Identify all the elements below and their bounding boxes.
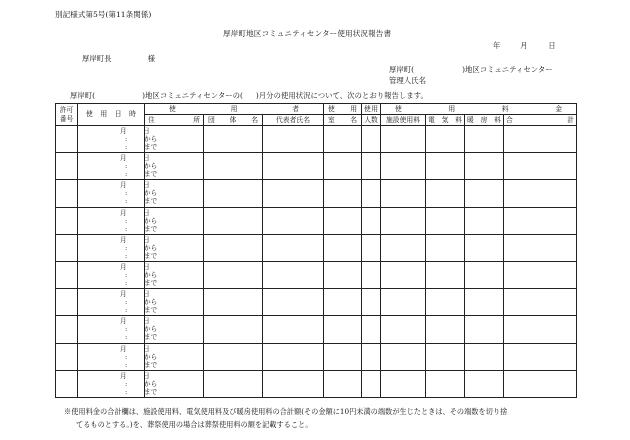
form-number: 別記様式第5号(第11条関係)	[55, 10, 152, 19]
people-cell[interactable]	[362, 289, 381, 316]
footnote	[64, 405, 579, 431]
facility-fee-cell[interactable]	[381, 316, 426, 343]
usage-datetime-header: 使 用 日 時	[78, 104, 145, 126]
representative-cell[interactable]	[263, 126, 324, 153]
people-cell[interactable]	[362, 316, 381, 343]
from-label: から	[144, 135, 158, 143]
usage-datetime-cell[interactable]	[78, 126, 158, 153]
total-fee-cell[interactable]	[504, 207, 577, 234]
total-fee-cell[interactable]	[504, 289, 577, 316]
representative-cell[interactable]	[263, 180, 324, 207]
representative-cell[interactable]	[263, 234, 324, 261]
permit-number-cell[interactable]	[56, 289, 78, 316]
permit-number-cell[interactable]	[56, 370, 78, 397]
month-label: 月	[120, 154, 127, 163]
total-fee-header: 合 計	[504, 115, 577, 126]
permit-number-cell[interactable]	[56, 153, 78, 180]
electricity-fee-cell[interactable]	[426, 126, 465, 153]
room-header-top: 使 用	[324, 104, 362, 115]
month-label: 月	[120, 371, 127, 380]
facility-fee-cell[interactable]	[381, 370, 426, 397]
fee-header: 使 用 料 金	[381, 104, 577, 115]
start-time-colon: :	[125, 243, 128, 252]
permit-number-cell[interactable]	[56, 316, 78, 343]
table-row	[56, 289, 577, 316]
total-fee-cell[interactable]	[504, 261, 577, 288]
table-row	[56, 234, 577, 261]
until-label: まで	[144, 360, 158, 369]
end-time-colon: :	[125, 143, 128, 151]
usage-datetime-cell[interactable]	[78, 207, 158, 234]
address-header: 住 所	[145, 115, 204, 126]
date-line	[493, 42, 556, 49]
month-label: 月	[120, 181, 127, 190]
people-header-top: 使 用	[362, 104, 381, 115]
day-label: 日	[143, 181, 150, 190]
month-label: 月	[120, 235, 127, 244]
usage-datetime-cell[interactable]	[78, 180, 158, 207]
heating-fee-cell[interactable]	[465, 207, 504, 234]
total-fee-cell[interactable]	[504, 234, 577, 261]
permit-number-cell[interactable]	[56, 126, 78, 153]
usage-datetime-cell[interactable]	[78, 343, 158, 370]
until-label: まで	[144, 170, 158, 179]
from-label: から	[144, 216, 158, 225]
day-label: 日	[143, 235, 150, 244]
heating-fee-cell[interactable]	[465, 289, 504, 316]
total-fee-cell[interactable]	[504, 370, 577, 397]
group-name-header: 団 体 名	[204, 115, 263, 126]
document-title: 厚岸町地区コミュニティセンター使用状況報告書	[223, 29, 392, 38]
addressee-name: 厚岸町長	[82, 54, 112, 63]
people-cell[interactable]	[362, 370, 381, 397]
day-label: 日	[143, 317, 150, 326]
end-time-colon: :	[125, 224, 128, 233]
room-cell[interactable]	[324, 126, 362, 153]
facility-fee-cell[interactable]	[381, 153, 426, 180]
room-cell[interactable]	[324, 153, 362, 180]
people-cell[interactable]	[362, 153, 381, 180]
start-time-colon: :	[125, 270, 128, 279]
room-cell[interactable]	[324, 261, 362, 288]
day-label: 日	[143, 344, 150, 353]
electricity-fee-cell[interactable]	[426, 261, 465, 288]
people-cell[interactable]	[362, 343, 381, 370]
until-label: まで	[144, 333, 158, 342]
day-label: 日	[143, 371, 150, 380]
end-time-colon: :	[125, 170, 128, 179]
heating-fee-cell[interactable]	[465, 316, 504, 343]
usage-datetime-cell[interactable]	[78, 370, 158, 397]
until-label: まで	[144, 251, 158, 260]
until-label: まで	[144, 224, 158, 233]
start-time-colon: :	[125, 189, 128, 198]
permit-number-cell[interactable]	[56, 234, 78, 261]
usage-datetime-cell[interactable]	[78, 234, 158, 261]
from-label: から	[144, 298, 158, 307]
heating-fee-cell[interactable]	[465, 234, 504, 261]
table-row	[56, 153, 577, 180]
start-time-colon: :	[125, 352, 128, 361]
room-header-bottom: 室 名	[324, 115, 362, 126]
representative-cell[interactable]	[263, 316, 324, 343]
facility-fee-cell[interactable]	[381, 207, 426, 234]
total-fee-cell[interactable]	[504, 180, 577, 207]
facility-fee-cell[interactable]	[381, 234, 426, 261]
from-label: から	[144, 243, 158, 252]
group-name-cell[interactable]	[204, 261, 263, 288]
people-cell[interactable]	[362, 207, 381, 234]
electricity-fee-cell[interactable]	[426, 343, 465, 370]
from-label: から	[144, 379, 158, 388]
representative-header: 代表者氏名	[263, 115, 324, 126]
group-name-cell[interactable]	[204, 316, 263, 343]
manager-name-line	[389, 77, 426, 84]
permit-number-cell[interactable]	[56, 180, 78, 207]
permit-number-cell[interactable]	[56, 207, 78, 234]
representative-cell[interactable]	[263, 370, 324, 397]
footnote-line-2: てるものとする。)を、葬祭使用の場合は葬祭使用料の額を記載すること。	[76, 420, 313, 429]
table-row	[56, 126, 577, 153]
electricity-fee-cell[interactable]	[426, 289, 465, 316]
usage-datetime-cell[interactable]	[78, 153, 158, 180]
usage-table-body	[56, 126, 577, 398]
people-cell[interactable]	[362, 234, 381, 261]
addressee	[82, 55, 155, 62]
people-cell[interactable]	[362, 261, 381, 288]
people-header-bottom: 人数	[362, 115, 381, 126]
usage-datetime-cell[interactable]	[78, 289, 158, 316]
until-label: まで	[144, 387, 158, 396]
end-time-colon: :	[125, 333, 128, 342]
people-cell[interactable]	[362, 126, 381, 153]
room-cell[interactable]	[324, 207, 362, 234]
electricity-fee-cell[interactable]	[426, 234, 465, 261]
month-label: 月	[120, 262, 127, 271]
room-cell[interactable]	[324, 180, 362, 207]
end-time-colon: :	[125, 278, 128, 287]
total-fee-cell[interactable]	[504, 316, 577, 343]
group-name-cell[interactable]	[204, 234, 263, 261]
total-fee-cell[interactable]	[504, 343, 577, 370]
month-label: 月	[120, 317, 127, 326]
end-time-colon: :	[125, 197, 128, 206]
until-label: まで	[144, 306, 158, 315]
from-label: から	[144, 352, 158, 361]
month-label: 月	[120, 344, 127, 353]
start-time-colon: :	[125, 298, 128, 307]
facility-fee-cell[interactable]	[381, 126, 426, 153]
day-label: 日	[548, 41, 556, 50]
month-label: 月	[120, 290, 127, 299]
reporter-center-suffix: )地区コミュニティセンター	[462, 65, 553, 74]
group-name-cell[interactable]	[204, 289, 263, 316]
from-label: から	[144, 189, 158, 198]
heating-fee-cell[interactable]	[465, 126, 504, 153]
day-label: 日	[143, 290, 150, 299]
until-label: まで	[144, 197, 158, 206]
month-label: 月	[120, 127, 127, 135]
month-label: 月	[120, 208, 127, 217]
end-time-colon: :	[125, 387, 128, 396]
reporter-town-prefix: 厚岸町(	[389, 65, 415, 74]
electricity-fee-header: 電 気 料	[426, 115, 465, 126]
group-name-cell[interactable]	[204, 126, 263, 153]
people-cell[interactable]	[362, 180, 381, 207]
room-cell[interactable]	[324, 289, 362, 316]
room-cell[interactable]	[324, 343, 362, 370]
group-name-cell[interactable]	[204, 180, 263, 207]
until-label: まで	[144, 278, 158, 287]
room-cell[interactable]	[324, 370, 362, 397]
intro-part1: 厚岸町(	[70, 91, 96, 100]
electricity-fee-cell[interactable]	[426, 316, 465, 343]
end-time-colon: :	[125, 251, 128, 260]
facility-fee-cell[interactable]	[381, 261, 426, 288]
usage-report-table	[55, 103, 577, 398]
until-label: まで	[144, 143, 158, 151]
end-time-colon: :	[125, 360, 128, 369]
group-name-cell[interactable]	[204, 207, 263, 234]
intro-part3: )月分の使用状況について、次のとおり報告します。	[255, 91, 428, 100]
representative-cell[interactable]	[263, 207, 324, 234]
electricity-fee-cell[interactable]	[426, 207, 465, 234]
electricity-fee-cell[interactable]	[426, 180, 465, 207]
heating-fee-cell[interactable]	[465, 180, 504, 207]
start-time-colon: :	[125, 216, 128, 225]
representative-cell[interactable]	[263, 289, 324, 316]
start-time-colon: :	[125, 379, 128, 388]
table-row	[56, 180, 577, 207]
total-fee-cell[interactable]	[504, 126, 577, 153]
from-label: から	[144, 270, 158, 279]
representative-cell[interactable]	[263, 261, 324, 288]
heating-fee-cell[interactable]	[465, 153, 504, 180]
room-cell[interactable]	[324, 316, 362, 343]
table-row	[56, 261, 577, 288]
intro-sentence	[70, 92, 428, 99]
year-label: 年	[493, 41, 501, 50]
start-time-colon: :	[125, 325, 128, 334]
usage-datetime-cell[interactable]	[78, 261, 158, 288]
heating-fee-cell[interactable]	[465, 370, 504, 397]
day-label: 日	[143, 127, 150, 135]
footnote-line-1: ※使用料金の合計欄は、施設使用料、電気使用料及び暖房使用料の合計額(その金額に10円未満の端数が生じたときは、その端数を切り捨	[64, 407, 508, 416]
heating-fee-header: 暖 房 料	[465, 115, 504, 126]
permit-number-cell[interactable]	[56, 343, 78, 370]
facility-fee-header: 施設使用料	[381, 115, 426, 126]
day-label: 日	[143, 154, 150, 163]
from-label: から	[144, 325, 158, 334]
room-cell[interactable]	[324, 234, 362, 261]
heating-fee-cell[interactable]	[465, 343, 504, 370]
total-fee-cell[interactable]	[504, 153, 577, 180]
group-name-cell[interactable]	[204, 370, 263, 397]
month-label: 月	[520, 41, 528, 50]
electricity-fee-cell[interactable]	[426, 370, 465, 397]
facility-fee-cell[interactable]	[381, 180, 426, 207]
reporter-center-line	[389, 66, 553, 73]
day-label: 日	[143, 208, 150, 217]
table-row	[56, 207, 577, 234]
start-time-colon: :	[125, 135, 128, 143]
representative-cell[interactable]	[263, 343, 324, 370]
representative-cell[interactable]	[263, 153, 324, 180]
permit-number-cell[interactable]	[56, 261, 78, 288]
addressee-honorific: 様	[147, 54, 155, 63]
electricity-fee-cell[interactable]	[426, 153, 465, 180]
manager-name-label: 管理人氏名	[389, 76, 426, 85]
user-header: 使 用 者	[145, 104, 324, 115]
facility-fee-cell[interactable]	[381, 343, 426, 370]
intro-part2: )地区コミュニティセンターの(	[142, 91, 243, 100]
day-label: 日	[143, 262, 150, 271]
usage-datetime-cell[interactable]	[78, 316, 158, 343]
permit-number-header: 許可 番号	[56, 104, 78, 126]
table-row	[56, 370, 577, 397]
group-name-cell[interactable]	[204, 153, 263, 180]
table-row	[56, 343, 577, 370]
group-name-cell[interactable]	[204, 343, 263, 370]
start-time-colon: :	[125, 162, 128, 171]
heating-fee-cell[interactable]	[465, 261, 504, 288]
end-time-colon: :	[125, 306, 128, 315]
from-label: から	[144, 162, 158, 171]
table-row	[56, 316, 577, 343]
facility-fee-cell[interactable]	[381, 289, 426, 316]
